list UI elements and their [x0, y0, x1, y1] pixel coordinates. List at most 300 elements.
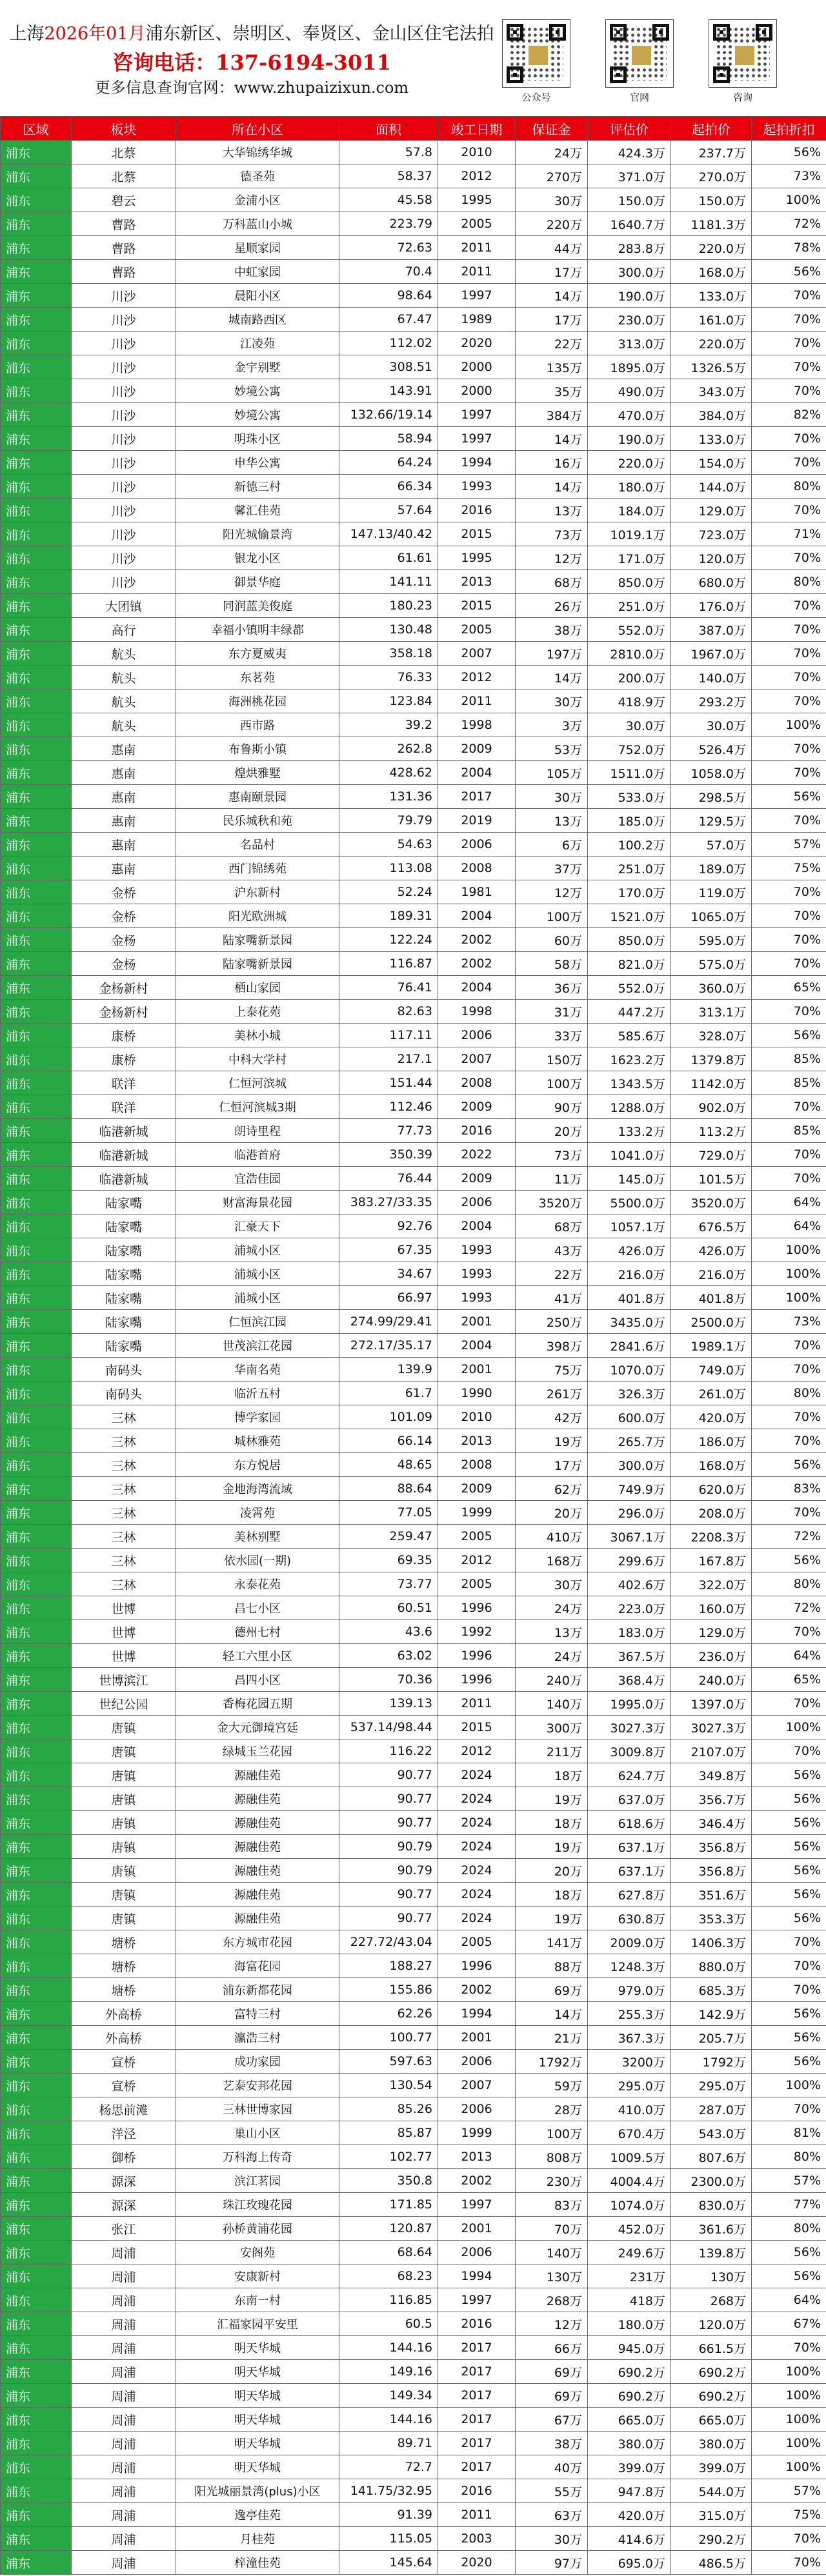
appraisal-cell: 1057.1万 — [588, 1214, 671, 1238]
discount-cell: 56% — [752, 1883, 826, 1907]
discount-cell: 100% — [752, 1286, 826, 1310]
table-row[interactable] — [1, 1978, 826, 2002]
completion-year-cell: 2007 — [438, 1047, 516, 1071]
size-cell: 66.34 — [339, 475, 438, 499]
community-cell: 海富花园 — [176, 1954, 339, 1978]
district-cell: 浦东 — [1, 2479, 72, 2503]
size-cell: 117.11 — [339, 1024, 438, 1047]
deposit-cell: 73万 — [516, 1143, 588, 1167]
size-cell: 130.48 — [339, 618, 438, 642]
size-cell: 597.63 — [339, 2050, 438, 2074]
table-row[interactable] — [1, 1763, 826, 1787]
table-row[interactable] — [1, 475, 826, 499]
area-cell: 唐镇 — [72, 1763, 176, 1787]
table-row[interactable] — [1, 1286, 826, 1310]
area-cell: 世博 — [72, 1620, 176, 1644]
district-cell: 浦东 — [1, 1501, 72, 1525]
area-cell: 唐镇 — [72, 1859, 176, 1883]
district-cell: 浦东 — [1, 594, 72, 618]
table-row[interactable] — [1, 1429, 826, 1453]
table-row[interactable] — [1, 2360, 826, 2384]
table-row[interactable] — [1, 1883, 826, 1907]
discount-cell: 70% — [752, 952, 826, 976]
community-cell: 中虹家园 — [176, 260, 339, 284]
deposit-cell: 6万 — [516, 833, 588, 857]
qr-code-icon — [709, 19, 777, 88]
community-cell: 星顺家园 — [176, 236, 339, 260]
deposit-cell: 13万 — [516, 809, 588, 833]
table-row[interactable] — [1, 2336, 826, 2360]
table-row[interactable] — [1, 2026, 826, 2050]
appraisal-cell: 300.0万 — [588, 1453, 671, 1477]
deposit-cell: 44万 — [516, 236, 588, 260]
district-cell: 浦东 — [1, 1644, 72, 1668]
deposit-cell: 141万 — [516, 1930, 588, 1954]
completion-year-cell: 2011 — [438, 2503, 516, 2527]
appraisal-cell: 313.0万 — [588, 332, 671, 355]
deposit-cell: 28万 — [516, 2097, 588, 2121]
district-cell: 浦东 — [1, 1358, 72, 1382]
table-row[interactable] — [1, 1167, 826, 1191]
table-row[interactable] — [1, 904, 826, 928]
starting-price-cell: 353.3万 — [671, 1907, 752, 1930]
size-cell: 90.77 — [339, 1811, 438, 1835]
appraisal-cell: 30.0万 — [588, 713, 671, 737]
table-row[interactable] — [1, 713, 826, 737]
community-cell: 仁恒河滨城3期 — [176, 1095, 339, 1119]
community-cell: 源融佳苑 — [176, 1859, 339, 1883]
completion-year-cell: 1999 — [438, 2121, 516, 2145]
table-row[interactable] — [1, 284, 826, 308]
table-row[interactable] — [1, 2050, 826, 2074]
appraisal-cell: 637.0万 — [588, 1787, 671, 1811]
table-row[interactable] — [1, 2097, 826, 2121]
appraisal-cell: 380.0万 — [588, 2432, 671, 2455]
starting-price-cell: 129.0万 — [671, 499, 752, 522]
starting-price-cell: 544.0万 — [671, 2479, 752, 2503]
community-cell: 临沂五村 — [176, 1382, 339, 1405]
community-cell: 逸亭佳苑 — [176, 2503, 339, 2527]
size-cell: 141.75/32.95 — [339, 2479, 438, 2503]
table-row[interactable] — [1, 570, 826, 594]
table-row[interactable] — [1, 1572, 826, 1596]
community-cell: 御景华庭 — [176, 570, 339, 594]
community-cell: 幸福小镇明丰绿都 — [176, 618, 339, 642]
appraisal-cell: 1623.2万 — [588, 1047, 671, 1071]
appraisal-cell: 533.0万 — [588, 785, 671, 809]
consult-phone[interactable]: 咨询电话：137-6194-3011 — [112, 50, 391, 75]
size-cell: 149.34 — [339, 2384, 438, 2408]
table-row[interactable] — [1, 1000, 826, 1024]
district-cell: 浦东 — [1, 546, 72, 570]
table-row[interactable] — [1, 1453, 826, 1477]
starting-price-cell: 186.0万 — [671, 1429, 752, 1453]
starting-price-cell: 685.3万 — [671, 1978, 752, 2002]
table-row[interactable] — [1, 833, 826, 857]
table-row[interactable] — [1, 1071, 826, 1095]
community-cell: 金宇别墅 — [176, 355, 339, 379]
table-row[interactable] — [1, 1382, 826, 1405]
table-row[interactable] — [1, 785, 826, 809]
appraisal-cell: 3009.8万 — [588, 1739, 671, 1763]
area-cell: 联洋 — [72, 1071, 176, 1095]
table-row[interactable] — [1, 1668, 826, 1692]
table-row[interactable] — [1, 1525, 826, 1549]
table-row[interactable] — [1, 522, 826, 546]
completion-year-cell: 2022 — [438, 1143, 516, 1167]
table-row[interactable] — [1, 1024, 826, 1047]
district-cell: 浦东 — [1, 1143, 72, 1167]
table-row[interactable] — [1, 1477, 826, 1501]
table-row[interactable] — [1, 164, 826, 188]
appraisal-cell: 399.0万 — [588, 2455, 671, 2479]
size-cell: 73.77 — [339, 1572, 438, 1596]
district-cell: 浦东 — [1, 427, 72, 451]
table-row[interactable] — [1, 1095, 826, 1119]
table-row[interactable] — [1, 379, 826, 403]
table-row[interactable] — [1, 355, 826, 379]
table-row[interactable] — [1, 2288, 826, 2312]
district-cell: 浦东 — [1, 379, 72, 403]
area-cell: 三林 — [72, 1501, 176, 1525]
starting-price-cell: 690.2万 — [671, 2384, 752, 2408]
discount-cell: 64% — [752, 1644, 826, 1668]
appraisal-cell: 2009.0万 — [588, 1930, 671, 1954]
table-row[interactable] — [1, 2551, 826, 2575]
discount-cell: 56% — [752, 2026, 826, 2050]
district-cell: 浦东 — [1, 1763, 72, 1787]
starting-price-cell: 2208.3万 — [671, 1525, 752, 1549]
district-cell: 浦东 — [1, 1095, 72, 1119]
starting-price-cell: 120.0万 — [671, 2312, 752, 2336]
deposit-cell: 66万 — [516, 2336, 588, 2360]
table-row[interactable] — [1, 1262, 826, 1286]
district-cell: 浦东 — [1, 236, 72, 260]
table-row[interactable] — [1, 2193, 826, 2217]
deposit-cell: 83万 — [516, 2193, 588, 2217]
district-cell: 浦东 — [1, 1262, 72, 1286]
starting-price-cell: 322.0万 — [671, 1572, 752, 1596]
area-cell: 临港新城 — [72, 1119, 176, 1143]
table-row[interactable] — [1, 761, 826, 785]
completion-year-cell: 1990 — [438, 1382, 516, 1405]
discount-cell: 70% — [752, 355, 826, 379]
community-cell: 珠江玫瑰花园 — [176, 2193, 339, 2217]
discount-cell: 70% — [752, 1000, 826, 1024]
completion-year-cell: 1997 — [438, 2193, 516, 2217]
table-row[interactable] — [1, 880, 826, 904]
table-row[interactable] — [1, 857, 826, 880]
table-row[interactable] — [1, 2408, 826, 2432]
size-cell: 90.77 — [339, 1787, 438, 1811]
area-cell: 金杨新村 — [72, 976, 176, 1000]
size-cell: 123.84 — [339, 689, 438, 713]
table-row[interactable] — [1, 1644, 826, 1668]
starting-price-cell: 426.0万 — [671, 1238, 752, 1262]
district-cell: 浦东 — [1, 1572, 72, 1596]
area-cell: 高行 — [72, 618, 176, 642]
starting-price-cell: 161.0万 — [671, 308, 752, 332]
discount-cell: 56% — [752, 260, 826, 284]
table-row[interactable] — [1, 2074, 826, 2097]
area-cell: 川沙 — [72, 284, 176, 308]
appraisal-cell: 447.2万 — [588, 1000, 671, 1024]
completion-year-cell: 2009 — [438, 1477, 516, 1501]
district-cell: 浦东 — [1, 1835, 72, 1859]
deposit-cell: 90万 — [516, 1095, 588, 1119]
community-cell: 仁恒滨江园 — [176, 1310, 339, 1334]
area-cell: 联洋 — [72, 1095, 176, 1119]
size-cell: 308.51 — [339, 355, 438, 379]
appraisal-cell: 2841.6万 — [588, 1334, 671, 1358]
table-row[interactable] — [1, 928, 826, 952]
discount-cell: 70% — [752, 666, 826, 689]
discount-cell: 70% — [752, 1954, 826, 1978]
table-row[interactable] — [1, 976, 826, 1000]
table-row[interactable] — [1, 1716, 826, 1739]
size-cell: 144.16 — [339, 2336, 438, 2360]
area-cell: 川沙 — [72, 451, 176, 475]
appraisal-cell: 1070.0万 — [588, 1358, 671, 1382]
community-cell: 德圣苑 — [176, 164, 339, 188]
table-row[interactable] — [1, 1930, 826, 1954]
deposit-cell: 140万 — [516, 2241, 588, 2264]
table-row[interactable] — [1, 1739, 826, 1763]
table-row[interactable] — [1, 260, 826, 284]
deposit-cell: 250万 — [516, 1310, 588, 1334]
table-row[interactable] — [1, 427, 826, 451]
completion-year-cell: 2015 — [438, 594, 516, 618]
table-row[interactable] — [1, 1143, 826, 1167]
discount-cell: 70% — [752, 809, 826, 833]
table-row[interactable] — [1, 809, 826, 833]
table-row[interactable] — [1, 2145, 826, 2169]
discount-cell: 56% — [752, 1024, 826, 1047]
size-cell: 90.77 — [339, 1883, 438, 1907]
community-cell: 源融佳苑 — [176, 1883, 339, 1907]
community-cell: 香梅花园五期 — [176, 1692, 339, 1716]
table-row[interactable] — [1, 1811, 826, 1835]
table-row[interactable] — [1, 1214, 826, 1238]
table-row[interactable] — [1, 1835, 826, 1859]
starting-price-cell: 129.0万 — [671, 1620, 752, 1644]
district-cell: 浦东 — [1, 618, 72, 642]
appraisal-cell: 1995.0万 — [588, 1692, 671, 1716]
starting-price-cell: 2300.0万 — [671, 2169, 752, 2193]
deposit-cell: 20万 — [516, 1119, 588, 1143]
column-header: 起拍折扣 — [752, 117, 826, 141]
deposit-cell: 24万 — [516, 141, 588, 164]
size-cell: 89.71 — [339, 2432, 438, 2455]
discount-cell: 56% — [752, 1453, 826, 1477]
size-cell: 68.64 — [339, 2241, 438, 2264]
starting-price-cell: 690.2万 — [671, 2360, 752, 2384]
qr-consult[interactable] — [709, 19, 777, 104]
discount-cell: 56% — [752, 1811, 826, 1835]
size-cell: 60.5 — [339, 2312, 438, 2336]
completion-year-cell: 2001 — [438, 1310, 516, 1334]
completion-year-cell: 2010 — [438, 1405, 516, 1429]
qr-website[interactable] — [605, 19, 674, 104]
deposit-cell: 24万 — [516, 1596, 588, 1620]
table-row[interactable] — [1, 2503, 826, 2527]
starting-price-cell: 2500.0万 — [671, 1310, 752, 1334]
table-row[interactable] — [1, 1310, 826, 1334]
appraisal-cell: 552.0万 — [588, 976, 671, 1000]
table-row[interactable] — [1, 2002, 826, 2026]
table-row[interactable] — [1, 332, 826, 355]
table-row[interactable] — [1, 2312, 826, 2336]
table-row[interactable] — [1, 1405, 826, 1429]
appraisal-cell: 1640.7万 — [588, 212, 671, 236]
table-row[interactable] — [1, 451, 826, 475]
area-cell: 唐镇 — [72, 1907, 176, 1930]
appraisal-cell: 821.0万 — [588, 952, 671, 976]
table-row[interactable] — [1, 212, 826, 236]
completion-year-cell: 2017 — [438, 2336, 516, 2360]
starting-price-cell: 287.0万 — [671, 2097, 752, 2121]
size-cell: 79.79 — [339, 809, 438, 833]
table-row[interactable] — [1, 188, 826, 212]
deposit-cell: 14万 — [516, 666, 588, 689]
size-cell: 112.02 — [339, 332, 438, 355]
completion-year-cell: 1996 — [438, 1954, 516, 1978]
starting-price-cell: 902.0万 — [671, 1095, 752, 1119]
district-cell: 浦东 — [1, 1238, 72, 1262]
district-cell: 浦东 — [1, 2097, 72, 2121]
table-row[interactable] — [1, 1358, 826, 1382]
district-cell: 浦东 — [1, 2288, 72, 2312]
table-row[interactable] — [1, 1907, 826, 1930]
table-row[interactable] — [1, 2432, 826, 2455]
completion-year-cell: 1996 — [438, 1668, 516, 1692]
size-cell: 76.44 — [339, 1167, 438, 1191]
size-cell: 66.97 — [339, 1286, 438, 1310]
district-cell: 浦东 — [1, 713, 72, 737]
discount-cell: 57% — [752, 2169, 826, 2193]
table-row[interactable] — [1, 1954, 826, 1978]
discount-cell: 64% — [752, 2288, 826, 2312]
table-row[interactable] — [1, 2455, 826, 2479]
community-cell: 栖山家园 — [176, 976, 339, 1000]
starting-price-cell: 620.0万 — [671, 1477, 752, 1501]
table-row[interactable] — [1, 308, 826, 332]
appraisal-cell: 180.0万 — [588, 2312, 671, 2336]
appraisal-cell: 1895.0万 — [588, 355, 671, 379]
deposit-cell: 63万 — [516, 2503, 588, 2527]
table-row[interactable] — [1, 1549, 826, 1572]
community-cell: 大华锦绣华城 — [176, 141, 339, 164]
table-row[interactable] — [1, 1119, 826, 1143]
table-row[interactable] — [1, 1191, 826, 1214]
area-cell: 周浦 — [72, 2288, 176, 2312]
table-row[interactable] — [1, 403, 826, 427]
district-cell: 浦东 — [1, 689, 72, 713]
table-row[interactable] — [1, 2169, 826, 2193]
completion-year-cell: 2017 — [438, 785, 516, 809]
area-cell: 唐镇 — [72, 1739, 176, 1763]
table-row[interactable] — [1, 499, 826, 522]
qr-official-account[interactable] — [502, 19, 570, 104]
table-row[interactable] — [1, 666, 826, 689]
discount-cell: 72% — [752, 1525, 826, 1549]
table-row[interactable] — [1, 2241, 826, 2264]
table-row[interactable] — [1, 1047, 826, 1071]
discount-cell: 83% — [752, 1477, 826, 1501]
deposit-cell: 230万 — [516, 2169, 588, 2193]
table-row[interactable] — [1, 618, 826, 642]
starting-price-cell: 526.4万 — [671, 737, 752, 761]
starting-price-cell: 749.0万 — [671, 1358, 752, 1382]
table-row[interactable] — [1, 2479, 826, 2503]
table-row[interactable] — [1, 1692, 826, 1716]
deposit-cell: 17万 — [516, 260, 588, 284]
table-row[interactable] — [1, 141, 826, 164]
size-cell: 77.05 — [339, 1501, 438, 1525]
community-cell: 永泰花苑 — [176, 1572, 339, 1596]
table-row[interactable] — [1, 1334, 826, 1358]
starting-price-cell: 140.0万 — [671, 666, 752, 689]
table-row[interactable] — [1, 546, 826, 570]
starting-price-cell: 270.0万 — [671, 164, 752, 188]
column-header: 起拍价 — [671, 117, 752, 141]
table-row[interactable] — [1, 2384, 826, 2408]
community-cell: 海洲桃花园 — [176, 689, 339, 713]
appraisal-cell: 414.6万 — [588, 2527, 671, 2551]
completion-year-cell: 2000 — [438, 355, 516, 379]
table-row[interactable] — [1, 1238, 826, 1262]
table-row[interactable] — [1, 1501, 826, 1525]
starting-price-cell: 384.0万 — [671, 403, 752, 427]
deposit-cell: 808万 — [516, 2145, 588, 2169]
table-row[interactable] — [1, 2264, 826, 2288]
size-cell: 262.8 — [339, 737, 438, 761]
table-row[interactable] — [1, 2217, 826, 2241]
district-cell: 浦东 — [1, 284, 72, 308]
table-row[interactable] — [1, 2121, 826, 2145]
website-link[interactable]: 更多信息查询官网：www.zhupaizixun.com — [94, 79, 409, 97]
area-cell: 三林 — [72, 1477, 176, 1501]
table-row[interactable] — [1, 594, 826, 618]
starting-price-cell: 486.5万 — [671, 2551, 752, 2575]
district-cell: 浦东 — [1, 1167, 72, 1191]
table-row[interactable] — [1, 2527, 826, 2551]
table-row[interactable] — [1, 689, 826, 713]
starting-price-cell: 261.0万 — [671, 1382, 752, 1405]
deposit-cell: 12万 — [516, 546, 588, 570]
starting-price-cell: 346.4万 — [671, 1811, 752, 1835]
table-row[interactable] — [1, 737, 826, 761]
deposit-cell: 75万 — [516, 1358, 588, 1382]
district-cell: 浦东 — [1, 1047, 72, 1071]
table-row[interactable] — [1, 1596, 826, 1620]
community-cell: 依水园(一期) — [176, 1549, 339, 1572]
discount-cell: 67% — [752, 2312, 826, 2336]
appraisal-cell: 947.8万 — [588, 2479, 671, 2503]
table-row[interactable] — [1, 1620, 826, 1644]
table-row[interactable] — [1, 236, 826, 260]
discount-cell: 56% — [752, 2241, 826, 2264]
table-row[interactable] — [1, 642, 826, 666]
table-row[interactable] — [1, 1787, 826, 1811]
deposit-cell: 31万 — [516, 1000, 588, 1024]
table-row[interactable] — [1, 952, 826, 976]
deposit-cell: 197万 — [516, 642, 588, 666]
district-cell: 浦东 — [1, 1620, 72, 1644]
appraisal-cell: 200.0万 — [588, 666, 671, 689]
completion-year-cell: 2008 — [438, 857, 516, 880]
table-row[interactable] — [1, 1859, 826, 1883]
